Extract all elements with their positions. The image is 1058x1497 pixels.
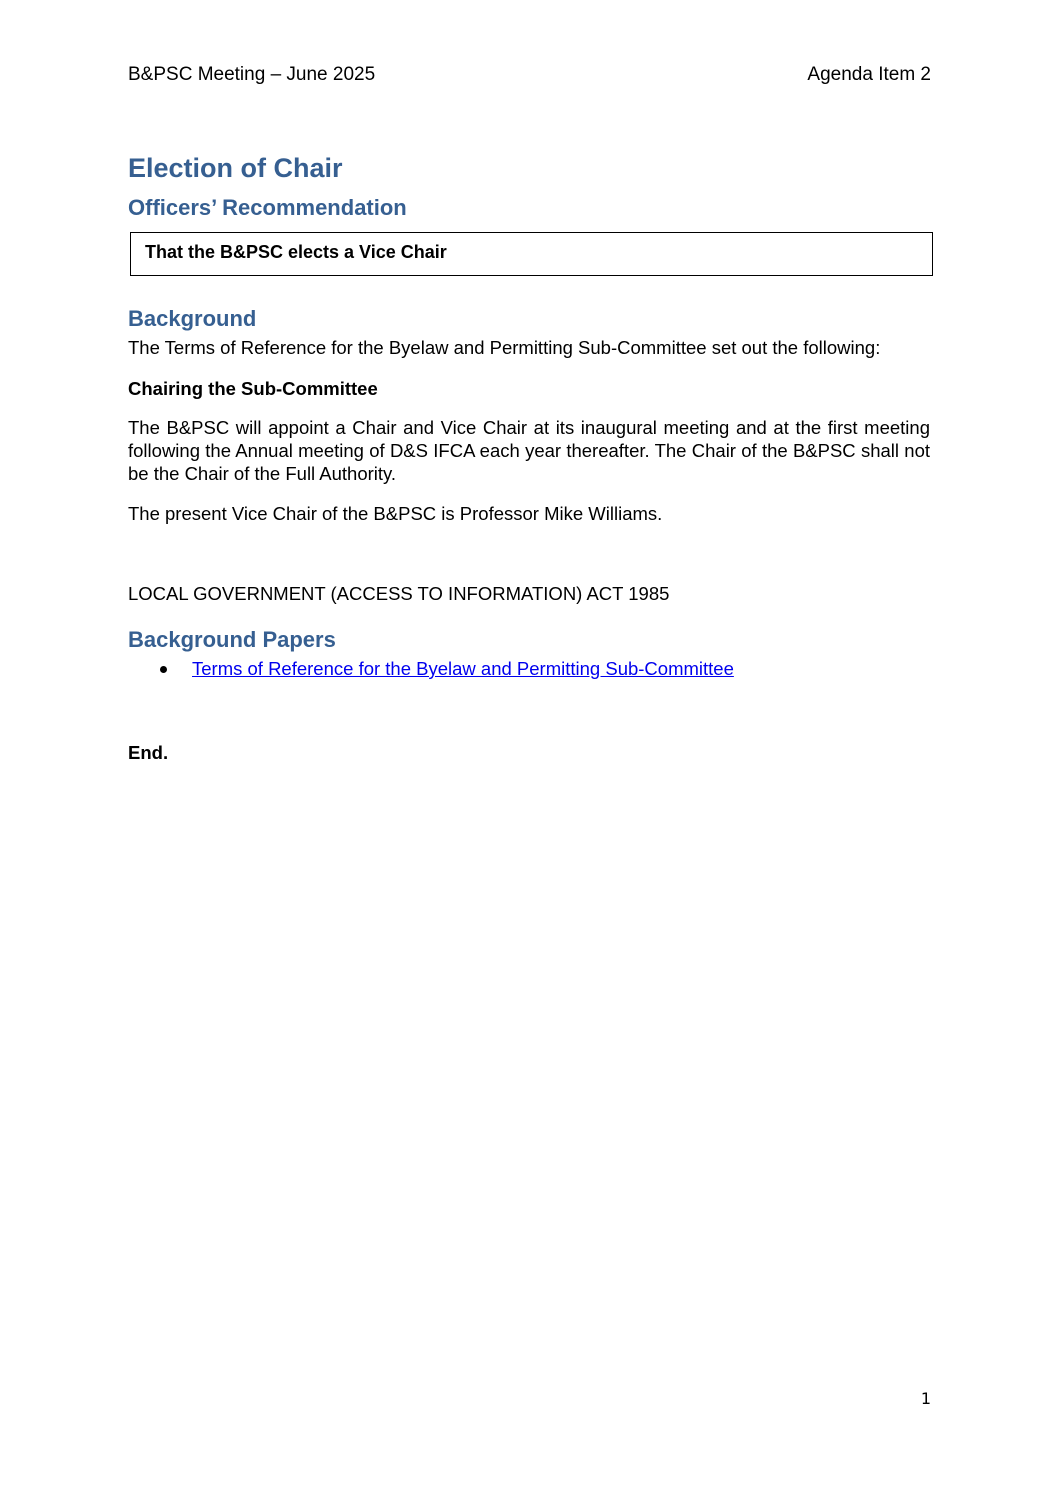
background-heading: Background — [128, 306, 257, 331]
chairing-paragraph: The B&PSC will appoint a Chair and Vice Chair at its inaugural meeting and at the first meeting following the Annual meeting of D&S IFCA each year thereafter. The Chair of the B&PSC shall not be the Chair of the Full Authority. — [128, 417, 930, 484]
chairing-subheading: Chairing the Sub-Committee — [128, 378, 378, 399]
officers-recommendation-heading: Officers’ Recommendation — [128, 195, 407, 220]
end-marker: End. — [128, 742, 169, 763]
present-vice-chair-paragraph: The present Vice Chair of the B&PSC is Professor Mike Williams. — [128, 503, 663, 524]
background-intro: The Terms of Reference for the Byelaw and Permitting Sub-Committee set out the following: — [128, 337, 881, 358]
header-agenda-item: Agenda Item 2 — [807, 64, 931, 85]
page-number: 1 — [920, 1389, 931, 1408]
header-meeting: B&PSC Meeting – June 2025 — [128, 64, 376, 85]
page-title: Election of Chair — [128, 153, 343, 183]
terms-of-reference-link[interactable]: Terms of Reference for the Byelaw and Permitting Sub-Committee — [192, 658, 734, 679]
recommendation-text: That the B&PSC elects a Vice Chair — [145, 242, 447, 262]
bullet-icon — [160, 666, 167, 673]
recommendation-box — [130, 232, 933, 276]
act-line: LOCAL GOVERNMENT (ACCESS TO INFORMATION) ACT 1985 — [128, 583, 670, 604]
background-papers-heading: Background Papers — [128, 627, 336, 652]
